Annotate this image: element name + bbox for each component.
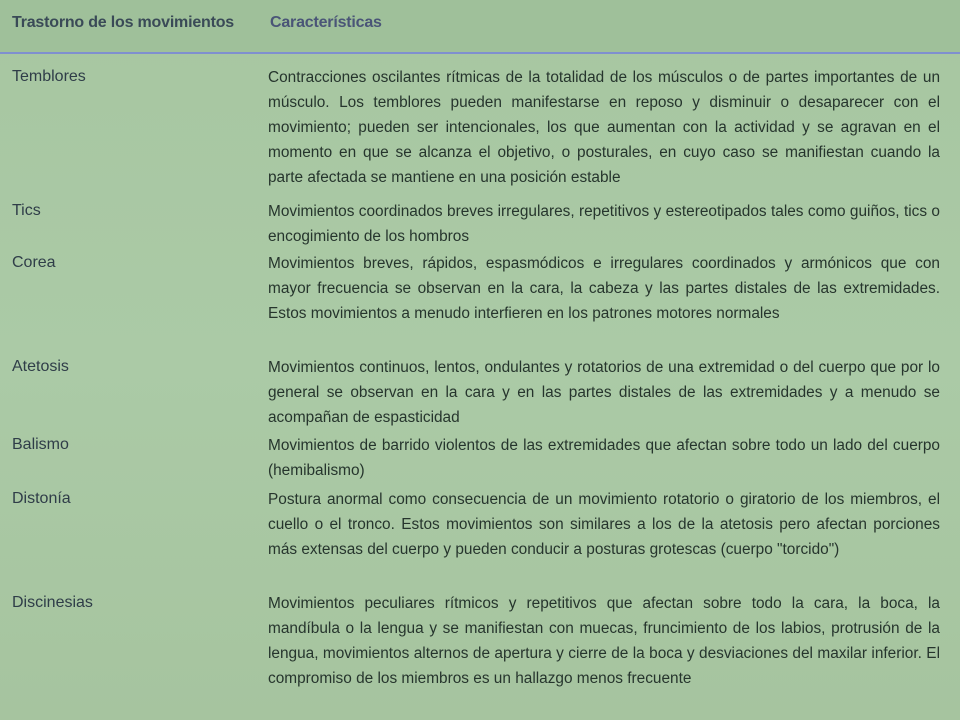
row-term: Temblores (12, 68, 86, 85)
table-body (0, 64, 960, 720)
row-term: Tics (12, 202, 41, 219)
table-row-tics (0, 198, 960, 250)
table-row-temblores (0, 64, 960, 198)
column-header-disorder: Trastorno de los movimientos (12, 14, 235, 31)
row-description: Postura anormal como consecuencia de un movimiento rotatorio o giratorio de los miembros, el cuello o el tronco. Estos movimientos son similares a los de la atetosis pero afectan porciones más extensas del cuerpo y pueden conducir a posturas grotescas (cuerpo "torcido") (268, 491, 940, 558)
table-row-distonia (0, 486, 960, 590)
row-term: Distonía (12, 490, 71, 507)
row-term: Balismo (12, 436, 69, 453)
row-description: Movimientos peculiares rítmicos y repetitivos que afectan sobre todo la cara, la boca, la mandíbula o la lengua y se manifiestan con muecas, fruncimiento de los labios, protrusión de la lengua, movimientos alternos de apertura y cierre de la boca y desviaciones del maxilar inferior. El compromiso de los miembros es un hallazgo menos frecuente (268, 595, 940, 687)
column-header-characteristics: Características (270, 14, 382, 31)
header-divider (0, 52, 960, 54)
row-term: Corea (12, 254, 56, 271)
row-description: Contracciones oscilantes rítmicas de la totalidad de los músculos o de partes importantes de un músculo. Los temblores pueden manifestarse en reposo y disminuir o desaparecer con el movimiento; pueden ser intencionales, los que aumentan con la actividad y se agravan en el momento en que se alcanza el objetivo, o posturales, en cuyo caso se manifiestan cuando la parte afectada se mantiene en una posición estable (268, 69, 940, 186)
table-row-balismo (0, 432, 960, 486)
row-description: Movimientos continuos, lentos, ondulantes y rotatorios de una extremidad o del cuerpo que por lo general se observan en la cara y en las partes distales de las extremidades y a menudo se acompañan de espasticidad (268, 359, 940, 426)
table-row-discinesias (0, 590, 960, 720)
row-description: Movimientos de barrido violentos de las extremidades que afectan sobre todo un lado del cuerpo (hemibalismo) (268, 437, 940, 479)
row-description: Movimientos coordinados breves irregulares, repetitivos y estereotipados tales como guiños, tics o encogimiento de los hombros (268, 203, 940, 245)
table-row-atetosis (0, 354, 960, 432)
row-term: Discinesias (12, 594, 93, 611)
row-description: Movimientos breves, rápidos, espasmódicos e irregulares coordinados y armónicos que con mayor frecuencia se observan en la cara, la cabeza y las partes distales de las extremidades. Estos movimientos a menudo interfieren en los patrones motores normales (268, 255, 940, 322)
row-term: Atetosis (12, 358, 69, 375)
table-row-corea (0, 250, 960, 354)
table-header (0, 0, 960, 52)
